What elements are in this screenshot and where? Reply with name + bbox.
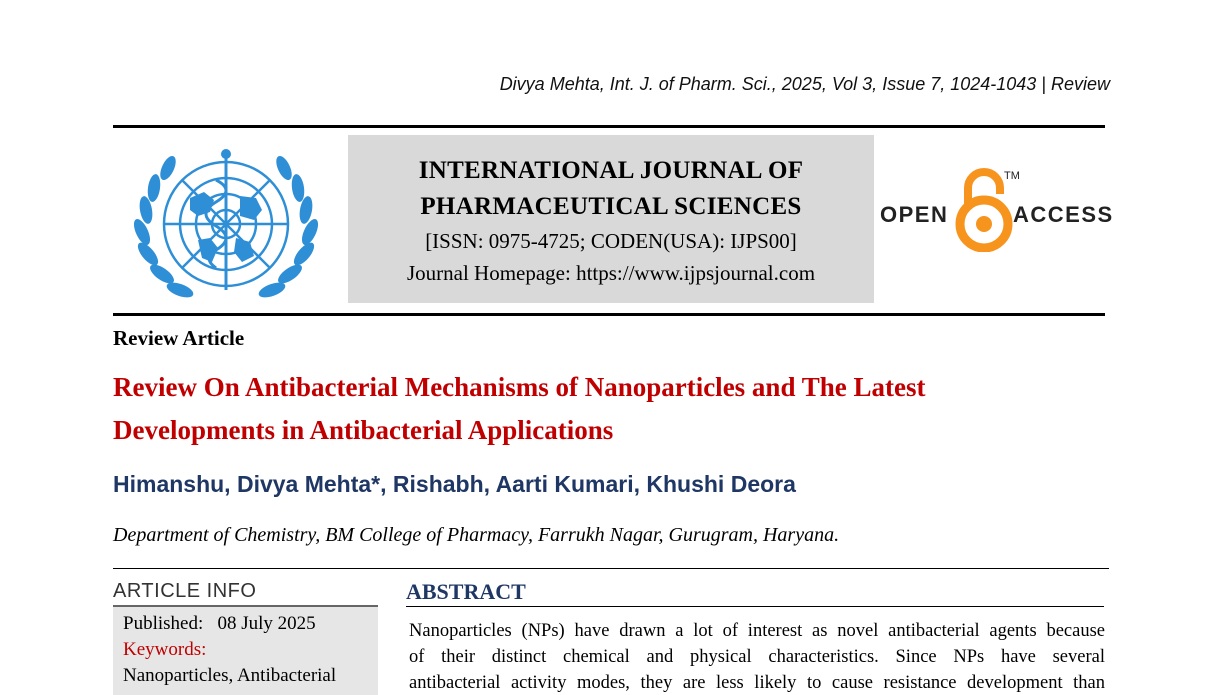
journal-emblem-icon [128, 140, 324, 306]
article-type: Review Article [113, 326, 245, 350]
abstract-rule [406, 606, 1104, 607]
keywords-value: Nanoparticles, Antibacterial [123, 665, 337, 686]
abstract-line2: of their distinct chemical and physical characteristics. Since NPs have several [409, 647, 1105, 667]
journal-homepage: Journal Homepage: https://www.ijpsjournal.com [406, 261, 816, 285]
open-access-open-text: OPEN [880, 202, 949, 227]
header-rule-bottom [113, 313, 1105, 316]
abstract-body [409, 618, 1105, 695]
published-date: 08 July 2025 [217, 613, 316, 634]
author-affiliation: Department of Chemistry, BM College of Pharmacy, Farrukh Nagar, Gurugram, Haryana. [113, 524, 840, 546]
open-access-tm: TM [1004, 170, 1020, 182]
article-info-heading: ARTICLE INFO [113, 580, 257, 602]
article-info-box [113, 607, 378, 695]
article-title-line1: Review On Antibacterial Mechanisms of Nanoparticles and The Latest [113, 372, 926, 402]
keywords-label: Keywords: [123, 639, 207, 660]
open-access-logo [880, 166, 1114, 252]
published-label: Published: [123, 613, 204, 634]
article-title [113, 366, 1108, 452]
abstract-line1: Nanoparticles (NPs) have drawn a lot of interest as novel antibacterial agents because [409, 621, 1105, 641]
header-rule-top [113, 125, 1105, 128]
article-title-line2: Developments in Antibacterial Applications [113, 415, 614, 445]
journal-name-line2: PHARMACEUTICAL SCIENCES [420, 193, 802, 220]
running-header: Divya Mehta, Int. J. of Pharm. Sci., 2025, Vol 3, Issue 7, 1024-1043 | Review [499, 74, 1110, 94]
published-line [123, 611, 378, 637]
author-list: Himanshu, Divya Mehta*, Rishabh, Aarti Kumari, Khushi Deora [113, 471, 796, 497]
open-access-access-text: ACCESS [1013, 202, 1114, 227]
journal-issn: [ISSN: 0975-4725; CODEN(USA): IJPS00] [425, 229, 797, 253]
abstract-line3: antibacterial activity modes, they are less likely to cause resistance development than [409, 673, 1105, 693]
abstract-heading: ABSTRACT [406, 579, 526, 604]
journal-name-line1: INTERNATIONAL JOURNAL OF [418, 157, 804, 184]
journal-masthead [348, 135, 874, 303]
section-divider [113, 568, 1109, 569]
